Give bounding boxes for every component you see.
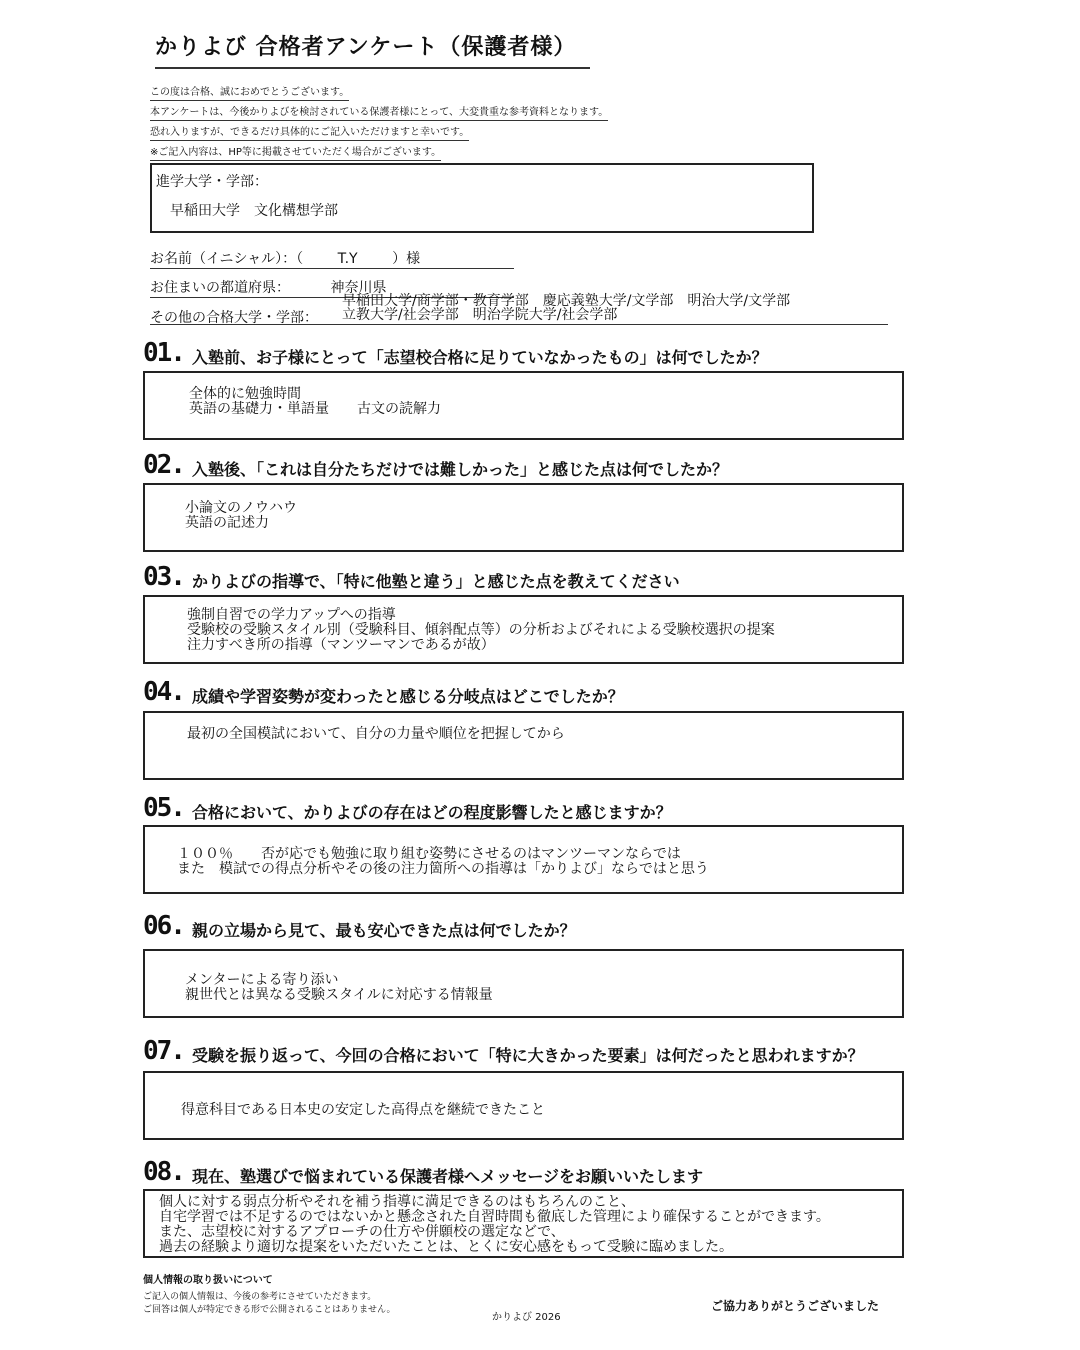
university-value: 早稲田大学 文化構想学部 [170,203,338,219]
intro-line: 恐れ入りますが、できるだけ具体的にご記入いただけますと幸いです。 [150,126,469,141]
answer-box-7 [143,1071,904,1140]
answer-box-6 [143,949,904,1018]
question-2 [143,450,728,480]
name-label: お名前（イニシャル）：（ [150,251,304,267]
answer-box-2 [143,483,904,552]
question-6 [143,911,576,941]
privacy-heading: 個人情報の取り扱いについて [143,1275,273,1286]
question-text: 合格において、かりよびの存在はどの程度影響したと感じますか？ [191,803,672,822]
other-line-1: 早稲田大学/商学部・教育学部 慶応義塾大学/文学部 明治大学/文学部 [342,293,791,309]
answer-text: １００％ 否が応でも勉強に取り組む姿勢にさせるのはマンツーマンならでは また 模試での得点分析やその後の注力箇所への指導は「かりよび」ならではと思う [177,846,709,877]
other-universities [150,294,888,325]
name-suffix: ）様 [392,251,421,267]
answer-text: 小論文のノウハウ 英語の記述力 [185,500,297,531]
question-text: 成績や学習姿勢が変わったと感じる分岐点はどこでしたか？ [191,687,624,706]
intro-line: この度は合格、誠におめでとうございます。 [150,86,349,101]
question-text: 親の立場から見て、最も安心できた点は何でしたか？ [191,921,576,940]
name-value: T.Y [337,251,358,267]
intro-line: 本アンケートは、今後かりよびを検討されている保護者様にとって、大変貴重な参考資料となります。 [150,106,608,121]
question-text: 受験を振り返って、今回の合格において「特に大きかった要素」は何だったと思われますか？ [191,1046,864,1065]
question-3 [143,562,680,592]
answer-text: 強制自習での学力アップへの指導 受験校の受験スタイル別（受験科目、傾斜配点等）の分析およびそれによる受験校選択の提案 注力すべき所の指導（マンツーマンであるが故） [187,607,775,653]
question-text: 入塾後、「これは自分たちだけでは難しかった」と感じた点は何でしたか？ [191,460,728,479]
answer-text: 全体的に勉強時間 英語の基礎力・単語量 古文の読解力 [189,386,441,417]
answer-text: 個人に対する弱点分析やそれを補う指導に満足できるのはもちろんのこと、 自宅学習では不足するのではないかと懸念された自習時間も徹底した管理により確保することができます。 また、志望校に対するアプローチの仕方や併願校の選定などで、 過去の経験より適切な提案をいただいたことは、とくに安心感をもって受験に臨めました。 [159,1194,830,1255]
prefecture-value: 神奈川県 [330,280,387,296]
question-number: 01. [143,338,184,368]
answer-text: 最初の全国模試において、自分の力量や順位を把握してから [187,726,565,742]
question-text: 入塾前、お子様にとって「志望校合格に足りていなかったもの」は何でしたか？ [191,348,768,367]
answer-text: メンターによる寄り添い 親世代とは異なる受験スタイルに対応する情報量 [185,972,493,1003]
thanks-text: ご協力ありがとうございました [711,1299,880,1313]
question-7 [143,1036,864,1066]
privacy-line-2: ご回答は個人が特定できる形で公開されることはありません。 [143,1305,396,1315]
question-text: 現在、塾選びで悩まれている保護者様へメッセージをお願いいたします [191,1167,704,1186]
question-number: 05. [143,793,184,823]
other-label: その他の合格大学・学部： [150,310,318,326]
answer-box-1 [143,371,904,440]
question-text: かりよびの指導で、「特に他塾と違う」と感じた点を教えてください [191,572,680,591]
question-5 [143,793,672,823]
question-number: 04. [143,677,184,707]
answer-box-8 [143,1189,904,1258]
privacy-line-1: ご記入の個人情報は、今後の参考にさせていただきます。 [143,1292,377,1302]
prefecture-label: お住まいの都道府県： [150,280,290,296]
answer-box-5 [143,825,904,894]
other-line-2: 立教大学/社会学部 明治学院大学/社会学部 [342,307,618,323]
question-number: 06. [143,911,184,941]
intro-line: ※ご記入内容は、HP等に掲載させていただく場合がございます。 [150,146,441,161]
university-box [150,163,814,233]
question-4 [143,677,624,707]
answer-box-4 [143,711,904,780]
footer-brand: かりよび 2026 [492,1312,561,1323]
question-8 [143,1157,703,1187]
question-number: 07. [143,1036,184,1066]
name-line [150,248,514,269]
answer-box-3 [143,595,904,664]
question-number: 02. [143,450,184,480]
page-title: かりよび 合格者アンケート（保護者様） [155,30,590,69]
question-number: 08. [143,1157,184,1187]
question-1 [143,338,768,368]
university-label: 進学大学・学部： [156,174,268,190]
answer-text: 得意科目である日本史の安定した高得点を継続できたこと [181,1102,545,1118]
question-number: 03. [143,562,184,592]
intro-text [150,84,608,164]
